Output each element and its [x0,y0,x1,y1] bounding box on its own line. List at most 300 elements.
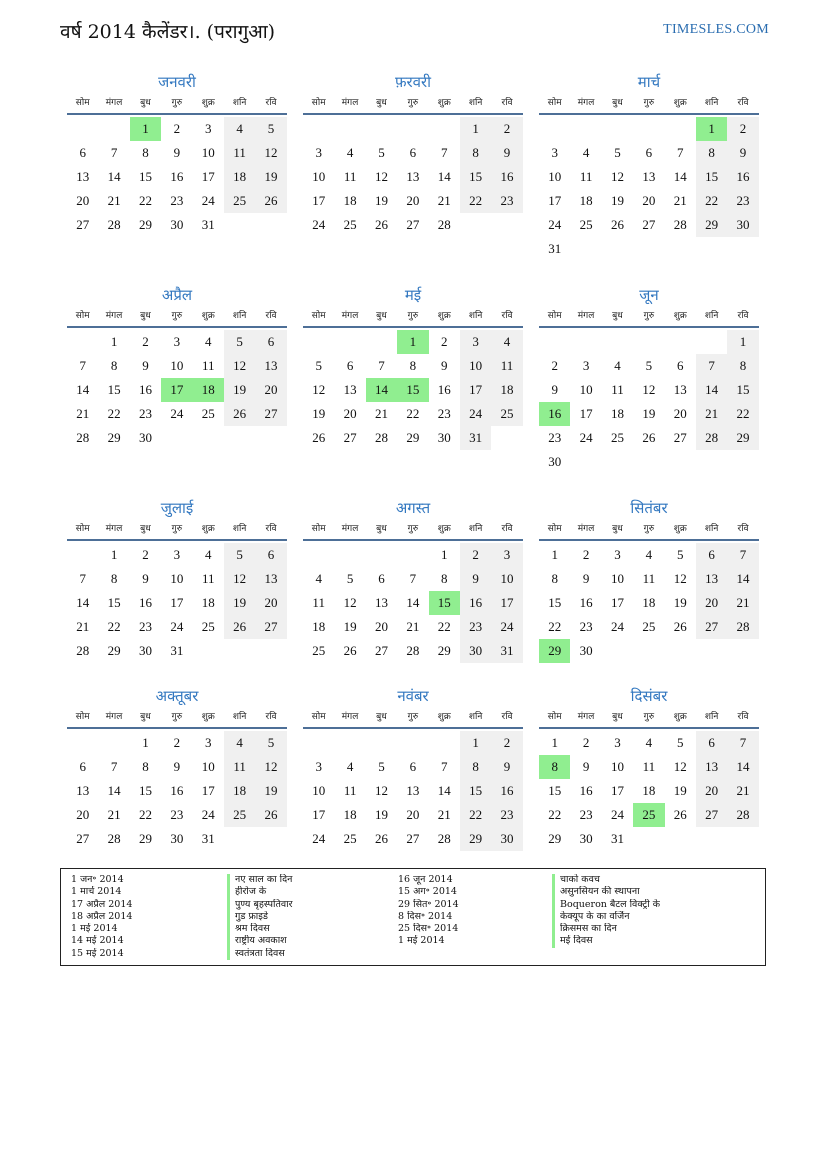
day-cell: 11 [201,358,215,373]
day-cell: 6 [645,145,653,160]
day-grid [303,330,523,450]
empty-cell [602,330,633,354]
weekday-header [539,94,759,115]
day-cell: 28 [696,426,727,450]
day-cell: 24 [170,406,184,421]
day-cell: 14 [673,169,687,184]
legend-date: 1 मई 2014 [71,923,118,935]
day-grid [303,543,523,663]
weekday-label: मंगल [341,98,359,108]
day-cell: 23 [727,189,758,213]
day-cell: 13 [76,783,90,798]
day-cell: 3 [491,543,522,567]
weekday-label: गुरु [643,524,655,534]
day-cell: 12 [642,382,656,397]
day-cell: 28 [374,430,388,445]
day-cell: 5 [315,358,322,373]
legend-holiday: नए साल का दिन [227,874,293,886]
day-cell: 17 [170,595,184,610]
day-cell: 7 [79,571,86,586]
day-cell: 1 [551,547,558,562]
weekday-label: रवि [737,712,749,722]
day-cell: 9 [582,759,590,774]
day-cell: 23 [491,189,522,213]
day-cell: 15 [548,595,562,610]
day-cell: 27 [406,217,420,232]
weekday-label: रवि [501,524,513,534]
day-cell: 14 [76,382,90,397]
day-cell: 11 [343,783,357,798]
weekday-label: शनि [468,524,483,534]
empty-cell [633,117,664,141]
day-cell: 3 [205,121,212,136]
day-cell: 30 [491,827,522,851]
holiday-day-cell: 14 [366,378,397,402]
legend-dates-right [398,874,459,948]
legend-names-right [552,874,660,948]
day-cell: 11 [224,141,255,165]
day-cell: 18 [343,193,357,208]
day-cell: 12 [673,759,687,774]
day-cell: 20 [76,193,90,208]
day-cell: 27 [374,643,388,658]
day-cell: 31 [610,831,624,846]
empty-cell [303,330,334,354]
day-cell: 12 [255,141,286,165]
empty-cell [334,330,365,354]
day-cell: 3 [460,330,491,354]
day-cell: 7 [677,145,684,160]
day-cell: 31 [170,643,184,658]
day-cell: 27 [696,615,727,639]
day-cell: 9 [173,145,181,160]
day-cell: 3 [173,547,181,562]
day-cell: 15 [107,595,121,610]
day-grid [539,330,759,474]
day-cell: 30 [579,643,593,658]
day-cell: 19 [673,595,687,610]
day-cell: 30 [727,213,758,237]
day-cell: 21 [374,406,388,421]
weekday-label: मंगल [105,98,123,108]
legend-holiday: मई दिवस [552,935,660,947]
empty-cell [67,731,98,755]
day-grid [67,731,287,851]
day-cell: 14 [76,595,90,610]
day-cell: 26 [343,643,357,658]
weekday-label: रवि [265,311,277,321]
day-cell: 10 [170,571,184,586]
legend-holiday: हीरोज के [227,886,293,898]
day-cell: 23 [460,615,491,639]
day-cell: 8 [460,755,491,779]
day-cell: 22 [406,406,420,421]
day-cell: 27 [255,402,286,426]
legend-holiday: असुनसियन की स्थापना [552,886,660,898]
weekday-label: गुरु [171,712,183,722]
weekday-label: गुरु [171,524,183,534]
day-cell: 5 [614,145,621,160]
day-cell: 9 [173,759,181,774]
day-cell: 21 [696,402,727,426]
day-cell: 28 [437,217,451,232]
day-cell: 20 [255,378,286,402]
empty-cell [366,731,397,755]
day-cell: 23 [138,619,152,634]
day-cell: 21 [673,193,687,208]
day-cell: 5 [677,547,684,562]
weekday-label: बुध [140,311,151,321]
month-block [539,496,759,663]
day-cell: 1 [551,735,558,750]
day-cell: 8 [551,571,558,586]
day-cell: 12 [312,382,326,397]
day-cell: 24 [170,619,184,634]
weekday-label: बुध [612,311,623,321]
weekday-label: सोम [75,98,90,108]
weekday-label: रवि [737,524,749,534]
day-cell: 21 [107,807,121,822]
day-cell: 21 [406,619,420,634]
day-cell: 20 [255,591,286,615]
weekday-label: शुक्र [437,524,451,534]
day-cell: 2 [441,334,448,349]
day-cell: 28 [76,643,90,658]
day-cell: 8 [142,145,149,160]
day-cell: 17 [610,783,624,798]
day-cell: 2 [142,334,149,349]
day-cell: 22 [727,402,758,426]
weekday-label: रवि [265,98,277,108]
day-cell: 4 [346,759,354,774]
weekday-label: सोम [75,524,90,534]
legend-holiday: पुण्य बृहस्पतिवार [227,899,293,911]
weekday-header [67,94,287,115]
day-cell: 3 [614,547,621,562]
weekday-label: मंगल [341,311,359,321]
month-name: मई [404,286,422,304]
day-cell: 1 [110,334,118,349]
empty-cell [397,731,428,755]
month-block [303,684,523,851]
day-cell: 6 [378,571,385,586]
day-cell: 10 [579,382,593,397]
weekday-label: मंगल [105,524,123,534]
day-cell: 11 [312,595,325,610]
day-cell: 31 [460,426,491,450]
day-cell: 13 [343,382,357,397]
day-cell: 16 [170,169,184,184]
day-cell: 10 [460,354,491,378]
day-cell: 15 [107,382,121,397]
day-cell: 13 [696,567,727,591]
weekday-label: बुध [376,311,387,321]
day-cell: 5 [378,759,385,774]
day-cell: 18 [312,619,326,634]
day-cell: 10 [610,571,624,586]
day-cell: 16 [460,591,491,615]
day-cell: 31 [548,241,562,256]
day-cell: 13 [673,382,687,397]
weekday-label: शनि [232,524,247,534]
day-cell: 26 [673,807,687,822]
month-name: सितंबर [630,499,668,517]
day-cell: 25 [343,831,357,846]
month-name: अप्रैल [161,286,193,304]
weekday-label: सोम [311,524,326,534]
weekday-label: शुक्र [437,311,451,321]
day-cell: 22 [696,189,727,213]
day-cell: 10 [610,759,624,774]
weekday-label: गुरु [643,712,655,722]
legend-date: 1 जन॰ 2014 [71,874,124,885]
day-cell: 20 [696,591,727,615]
day-cell: 3 [205,735,212,750]
day-cell: 22 [548,619,562,634]
day-cell: 11 [343,169,357,184]
day-cell: 29 [107,643,121,658]
month-block [67,283,287,450]
weekday-label: सोम [75,311,90,321]
day-cell: 13 [255,354,286,378]
weekday-header [539,708,759,729]
day-cell: 7 [441,759,448,774]
weekday-label: शुक्र [673,98,687,108]
day-cell: 19 [374,807,388,822]
day-cell: 30 [138,430,152,445]
weekday-label: गुरु [643,98,655,108]
day-cell: 12 [374,169,388,184]
empty-cell [366,543,397,567]
day-cell: 25 [201,619,215,634]
empty-cell [98,731,129,755]
weekday-label: शुक्र [201,712,215,722]
day-cell: 24 [312,831,326,846]
day-cell: 19 [642,406,656,421]
day-cell: 31 [201,217,215,232]
weekday-label: शनि [704,311,719,321]
day-cell: 20 [642,193,656,208]
day-cell: 15 [460,779,491,803]
day-cell: 30 [460,639,491,663]
weekday-label: बुध [376,712,387,722]
weekday-label: बुध [612,524,623,534]
day-cell: 13 [255,567,286,591]
weekday-label: सोम [75,712,90,722]
day-cell: 11 [642,759,656,774]
day-cell: 13 [76,169,90,184]
empty-cell [602,117,633,141]
day-cell: 5 [255,117,286,141]
day-cell: 20 [343,406,357,421]
weekday-label: गुरु [407,524,419,534]
day-cell: 30 [437,430,451,445]
month-block [539,283,759,474]
day-cell: 8 [110,358,118,373]
day-cell: 2 [173,121,181,136]
empty-cell [397,117,428,141]
day-cell: 3 [614,735,621,750]
holiday-day-cell: 15 [429,591,460,615]
day-cell: 14 [107,169,121,184]
day-cell: 12 [255,755,286,779]
day-cell: 31 [201,831,215,846]
day-cell: 24 [548,217,562,232]
day-cell: 7 [441,145,448,160]
day-cell: 7 [696,354,727,378]
day-cell: 20 [696,779,727,803]
day-cell: 29 [727,426,758,450]
empty-cell [67,543,98,567]
day-cell: 12 [673,571,687,586]
weekday-header [67,307,287,328]
day-cell: 19 [374,193,388,208]
day-cell: 10 [491,567,522,591]
day-cell: 12 [610,169,624,184]
day-cell: 11 [201,571,215,586]
day-cell: 21 [727,779,758,803]
weekday-label: मंगल [577,524,595,534]
empty-cell [696,330,727,354]
day-cell: 30 [138,643,152,658]
weekday-label: शनि [704,98,719,108]
day-cell: 2 [460,543,491,567]
month-name: मार्च [637,73,661,91]
day-cell: 6 [346,358,354,373]
weekday-label: शुक्र [437,712,451,722]
empty-cell [366,330,397,354]
day-cell: 6 [79,145,86,160]
day-cell: 13 [696,755,727,779]
day-cell: 26 [673,619,687,634]
weekday-header [67,708,287,729]
weekday-label: मंगल [341,524,359,534]
weekday-label: मंगल [577,311,595,321]
day-cell: 29 [548,831,562,846]
weekday-label: शनि [468,98,483,108]
day-cell: 25 [491,402,522,426]
day-cell: 19 [224,378,255,402]
day-cell: 6 [677,358,684,373]
day-cell: 25 [610,430,624,445]
weekday-label: सोम [547,524,562,534]
weekday-label: रवि [501,98,513,108]
day-cell: 6 [696,731,727,755]
day-cell: 17 [548,193,562,208]
weekday-label: सोम [311,311,326,321]
weekday-label: सोम [547,98,562,108]
day-cell: 5 [255,731,286,755]
day-cell: 20 [76,807,90,822]
day-cell: 21 [107,193,121,208]
day-cell: 23 [579,619,593,634]
legend-holiday: केक्यूप के का वर्जिन [552,911,660,923]
holiday-day-cell: 25 [633,803,664,827]
day-cell: 24 [491,615,522,639]
month-name: जून [639,286,659,304]
day-cell: 17 [201,783,215,798]
day-cell: 15 [548,783,562,798]
weekday-header [303,708,523,729]
weekday-label: शनि [704,524,719,534]
weekday-label: मंगल [105,712,123,722]
weekday-label: बुध [140,712,151,722]
day-cell: 2 [582,735,590,750]
day-cell: 10 [170,358,184,373]
day-cell: 17 [610,595,624,610]
day-cell: 28 [673,217,687,232]
day-cell: 8 [409,358,417,373]
day-cell: 9 [491,141,522,165]
weekday-header [539,307,759,328]
day-cell: 16 [170,783,184,798]
empty-cell [429,731,460,755]
day-cell: 14 [727,567,758,591]
day-cell: 24 [610,619,624,634]
weekday-label: शुक्र [201,98,215,108]
weekday-label: शनि [232,712,247,722]
day-cell: 3 [551,145,558,160]
day-cell: 7 [110,759,118,774]
day-grid [539,117,759,261]
month-block [303,70,523,237]
weekday-label: रवि [265,524,277,534]
day-cell: 27 [343,430,357,445]
month-block [539,70,759,261]
day-cell: 26 [255,803,286,827]
day-cell: 9 [582,571,590,586]
day-cell: 27 [642,217,656,232]
day-cell: 23 [548,430,562,445]
day-cell: 17 [579,406,593,421]
legend-date: 29 सित॰ 2014 [398,898,459,910]
month-name: जुलाई [160,499,194,517]
day-cell: 16 [491,165,522,189]
empty-cell [366,117,397,141]
weekday-label: गुरु [407,98,419,108]
month-block [303,283,523,450]
legend-date: 14 मई 2014 [71,935,124,947]
day-cell: 12 [374,783,388,798]
day-cell: 24 [579,430,593,445]
day-cell: 5 [346,571,354,586]
weekday-header [303,94,523,115]
day-cell: 9 [142,358,149,373]
site-link[interactable]: TIMESLES.COM [663,22,769,37]
day-grid [303,117,523,237]
day-cell: 4 [346,145,354,160]
day-cell: 2 [491,117,522,141]
day-cell: 1 [727,330,758,354]
day-cell: 24 [201,807,215,822]
weekday-header [303,520,523,541]
holiday-day-cell: 1 [130,117,161,141]
weekday-label: बुध [376,524,387,534]
holiday-day-cell: 1 [696,117,727,141]
day-cell: 9 [727,141,758,165]
legend-holiday: गुड फ्राइडे [227,911,293,923]
day-cell: 30 [170,831,184,846]
empty-cell [665,330,696,354]
day-cell: 8 [110,571,118,586]
weekday-label: रवि [737,98,749,108]
day-cell: 28 [107,217,121,232]
day-cell: 29 [437,643,451,658]
weekday-label: मंगल [341,712,359,722]
day-cell: 14 [406,595,420,610]
day-cell: 28 [727,615,758,639]
empty-cell [67,330,98,354]
